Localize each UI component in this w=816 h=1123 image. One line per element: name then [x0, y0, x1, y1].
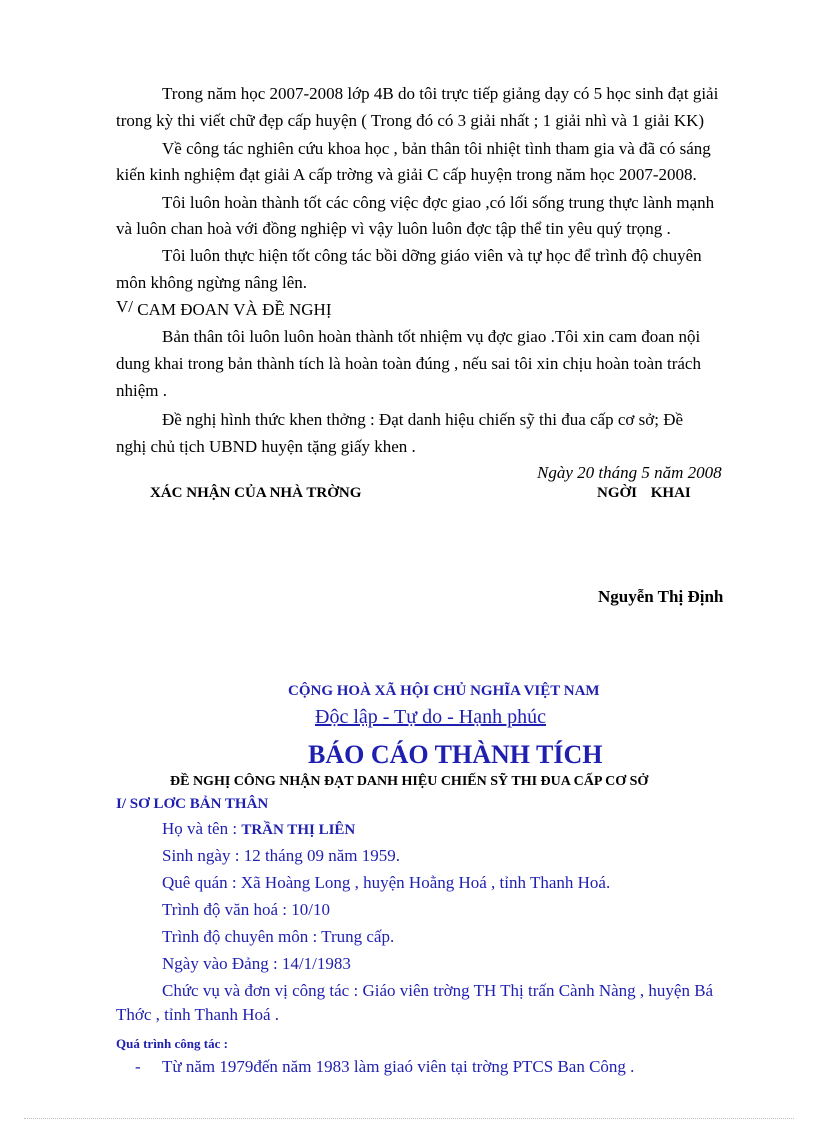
position-line1: Chức vụ và đơn vị công tác : Giáo viên trờng TH Thị trấn Cành Nàng , huyện Bá	[162, 981, 714, 1000]
professional-qualification: Trình độ chuyên môn : Trung cấp.	[162, 927, 395, 946]
report-subtitle: ĐỀ NGHỊ CÔNG NHẬN ĐẠT DANH HIỆU CHIẾN SỸ THI ĐUA CẤP CƠ SỞ	[170, 774, 649, 789]
name-row	[162, 819, 355, 840]
heading-commitment-text: CAM ĐOAN VÀ ĐỀ NGHỊ	[137, 300, 332, 319]
report-title: BÁO CÁO THÀNH TÍCH	[308, 740, 603, 769]
position-line2: Thớc , tỉnh Thanh Hoá .	[116, 1005, 280, 1024]
heading-commitment	[116, 297, 332, 320]
paragraph-commit-line3: nhiệm .	[116, 381, 167, 400]
school-confirmation-label: XÁC NHẬN CỦA NHÀ TRỜNG	[150, 485, 362, 501]
heading-commitment-number: V/	[116, 297, 133, 316]
nation-heading: CỘNG HOÀ XÃ HỘI CHỦ NGHĨA VIỆT NAM	[288, 683, 600, 699]
career-heading: Quá trình công tác :	[116, 1036, 228, 1051]
career-item: Từ năm 1979đến năm 1983 làm giaó viên tại trờng PTCS Ban Công .	[162, 1057, 635, 1076]
paragraph-training-line2: môn không ngừng nâng lên.	[116, 273, 308, 292]
signature-date: Ngày 20 tháng 5 năm 2008	[537, 463, 722, 482]
paragraph-awards-line2: trong kỳ thi viết chữ đẹp cấp huyện ( Trong đó có 3 giải nhất ; 1 giải nhì và 1 giải KK)	[116, 111, 705, 130]
paragraph-conduct-line2: và luôn chan hoà với đồng nghiệp vì vậy luôn luôn đợc tập thể tin yêu quý trọng .	[116, 219, 671, 238]
paragraph-conduct-line1: Tôi luôn hoàn thành tốt các công việc đợc giao ,có lối sống trung thực lành mạnh	[162, 193, 715, 212]
paragraph-training-line1: Tôi luôn thực hiện tốt công tác bồi dỡng giáo viên và tự học để trình độ chuyên	[162, 246, 702, 265]
paragraph-commit-line1: Bản thân tôi luôn luôn hoàn thành tốt nhiệm vụ đợc giao .Tôi xin cam đoan nội	[162, 327, 701, 346]
career-bullet: -	[135, 1057, 141, 1076]
party-join-date: Ngày vào Đảng : 14/1/1983	[162, 954, 351, 973]
declarant-label: NGỜI KHAI	[597, 485, 691, 501]
paragraph-proposal-line2: nghị chủ tịch UBND huyện tặng giấy khen .	[116, 437, 416, 456]
page-bottom-divider	[24, 1118, 794, 1119]
name-value: TRẦN THỊ LIÊN	[241, 822, 356, 838]
birth-date: Sinh ngày : 12 tháng 09 năm 1959.	[162, 846, 400, 865]
name-label: Họ và tên :	[162, 819, 238, 838]
section-personal-heading: I/ SƠ LƠC BẢN THÂN	[116, 796, 269, 812]
education-level: Trình độ văn hoá : 10/10	[162, 900, 330, 919]
signer-name: Nguyễn Thị Định	[598, 587, 724, 606]
paragraph-awards-line1: Trong năm học 2007-2008 lớp 4B do tôi trực tiếp giảng dạy có 5 học sinh đạt giải	[162, 84, 719, 103]
hometown: Quê quán : Xã Hoàng Long , huyện Hoằng Hoá , tỉnh Thanh Hoá.	[162, 873, 611, 892]
paragraph-commit-line2: dung khai trong bản thành tích là hoàn toàn đúng , nếu sai tôi xin chịu hoàn toàn trách	[116, 354, 701, 373]
national-motto: Độc lập - Tự do - Hạnh phúc	[315, 706, 546, 728]
paragraph-proposal-line1: Đề nghị hình thức khen thởng : Đạt danh hiệu chiến sỹ thi đua cấp cơ sở; Đề	[162, 410, 684, 429]
paragraph-research-line2: kiến kinh nghiệm đạt giải A cấp trờng và giải C cấp huyện trong năm học 2007-2008.	[116, 165, 697, 184]
paragraph-research-line1: Về công tác nghiên cứu khoa học , bản thân tôi nhiệt tình tham gia và đã có sáng	[162, 139, 711, 158]
